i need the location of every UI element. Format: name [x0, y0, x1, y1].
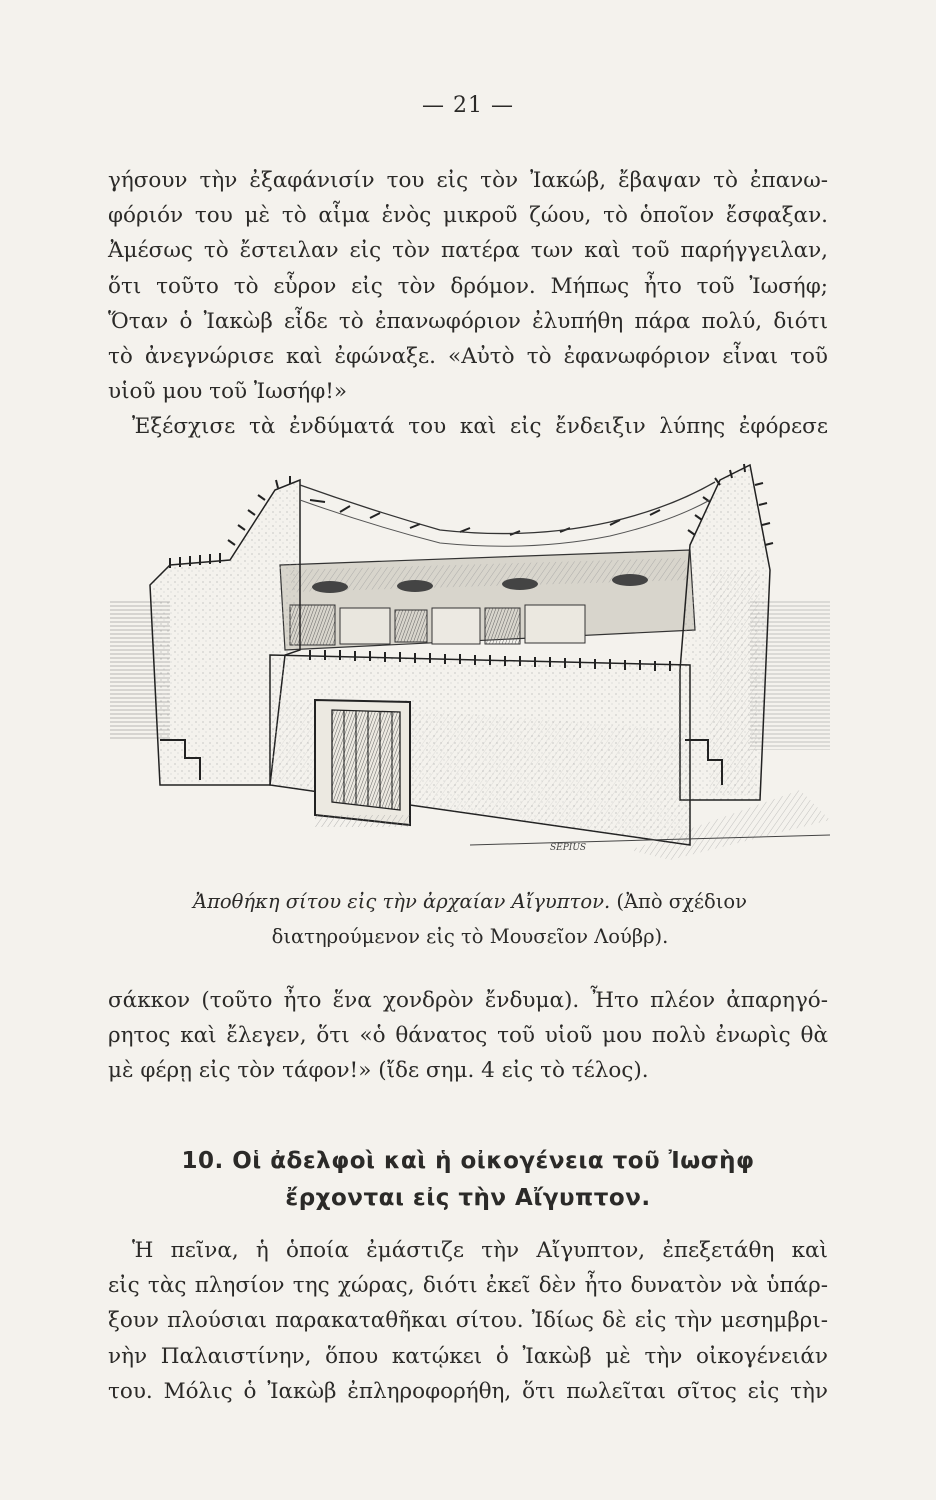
figure-caption — [110, 884, 830, 954]
text-line: ξουν πλούσιαι παρακαταθῆκαι σίτου. Ἰδίως δὲ εἰς τὴν μεσημβρι- — [108, 1308, 828, 1334]
paragraph-2-continued — [108, 983, 828, 1089]
text-line: υἱοῦ μου τοῦ Ἰωσήφ!» — [108, 379, 348, 405]
caption-line-1 — [110, 884, 830, 919]
text-line: τὸ ἀνεγνώρισε καὶ ἐφώναξε. «Αὐτὸ τὸ ἐφανωφόριον εἶναι τοῦ — [108, 343, 828, 369]
text-line: Ἐξέσχισε τὰ ἐνδύματά του καὶ εἰς ἔνδειξιν λύπης ἐφόρεσε — [132, 414, 828, 440]
text-line: νὴν Παλαιστίνην, ὅπου κατῴκει ὁ Ἰακὼβ μὲ τὴν οἰκογένειάν — [108, 1343, 828, 1369]
text-line: Ἀμέσως τὸ ἔστειλαν εἰς τὸν πατέρα των καὶ τοῦ παρήγγειλαν, — [108, 238, 828, 264]
page-number: — 21 — — [422, 93, 514, 118]
text-line: γήσουν τὴν ἐξαφάνισίν του εἰς τὸν Ἰακώβ, ἔβαψαν τὸ ἐπανω- — [108, 168, 828, 193]
paragraph-1 — [108, 163, 828, 445]
paragraph-3 — [108, 1233, 828, 1409]
text-line: Ἡ πεῖνα, ἡ ὁποία ἐμάστιζε τὴν Αἴγυπτον, ἐπεξετάθη καὶ — [132, 1238, 828, 1263]
text-line: σάκκον (τοῦτο ἦτο ἕνα χονδρὸν ἔνδυμα). Ἦτο πλέον ἀπαρηγό- — [108, 988, 828, 1013]
text-line: φόριόν του μὲ τὸ αἷμα ἑνὸς μικροῦ ζώου, τὸ ὁποῖον ἔσφαξαν. — [108, 203, 828, 229]
text-line: μὲ φέρῃ εἰς τὸν τάφον!» (ἴδε σημ. 4 εἰς τὸ τέλος). — [108, 1058, 649, 1084]
text-line: Ὅταν ὁ Ἰακὼβ εἶδε τὸ ἐπανωφόριον ἐλυπήθη πάρα πολύ, διότι — [108, 308, 828, 334]
text-line: ὅτι τοῦτο τὸ εὗρον εἰς τὸν δρόμον. Μήπως ἦτο τοῦ Ἰωσήφ; — [108, 273, 828, 299]
engraver-signature: SEPIUS — [550, 843, 587, 853]
caption-line-2: διατηρούμενον εἰς τὸ Μουσεῖον Λούβρ). — [271, 925, 669, 948]
text-line: εἰς τὰς πλησίον της χώρας, διότι ἐκεῖ δὲν ἦτο δυνατὸν νὰ ὑπάρ- — [108, 1273, 828, 1299]
granary-illustration — [110, 440, 830, 860]
caption-source: (Ἀπὸ σχέδιον — [616, 890, 747, 913]
text-line: ρητος καὶ ἔλεγεν, ὅτι «ὁ θάνατος τοῦ υἱοῦ μου πολὺ ἐνωρὶς θὰ — [108, 1023, 828, 1049]
heading-line-2: ἔρχονται εἰς τὴν Αἴγυπτον. — [285, 1185, 651, 1211]
heading-line-1: 10. Οἱ ἀδελφοὶ καὶ ἡ οἰκογένεια τοῦ Ἰωσὴφ — [181, 1148, 755, 1174]
text-line: του. Μόλις ὁ Ἰακὼβ ἐπληροφορήθη, ὅτι πωλεῖται σῖτος εἰς τὴν — [108, 1378, 828, 1404]
caption-title: Ἀποθήκη σίτου εἰς τὴν ἀρχαίαν Αἴγυπτον. — [193, 890, 611, 913]
section-heading — [108, 1143, 828, 1217]
